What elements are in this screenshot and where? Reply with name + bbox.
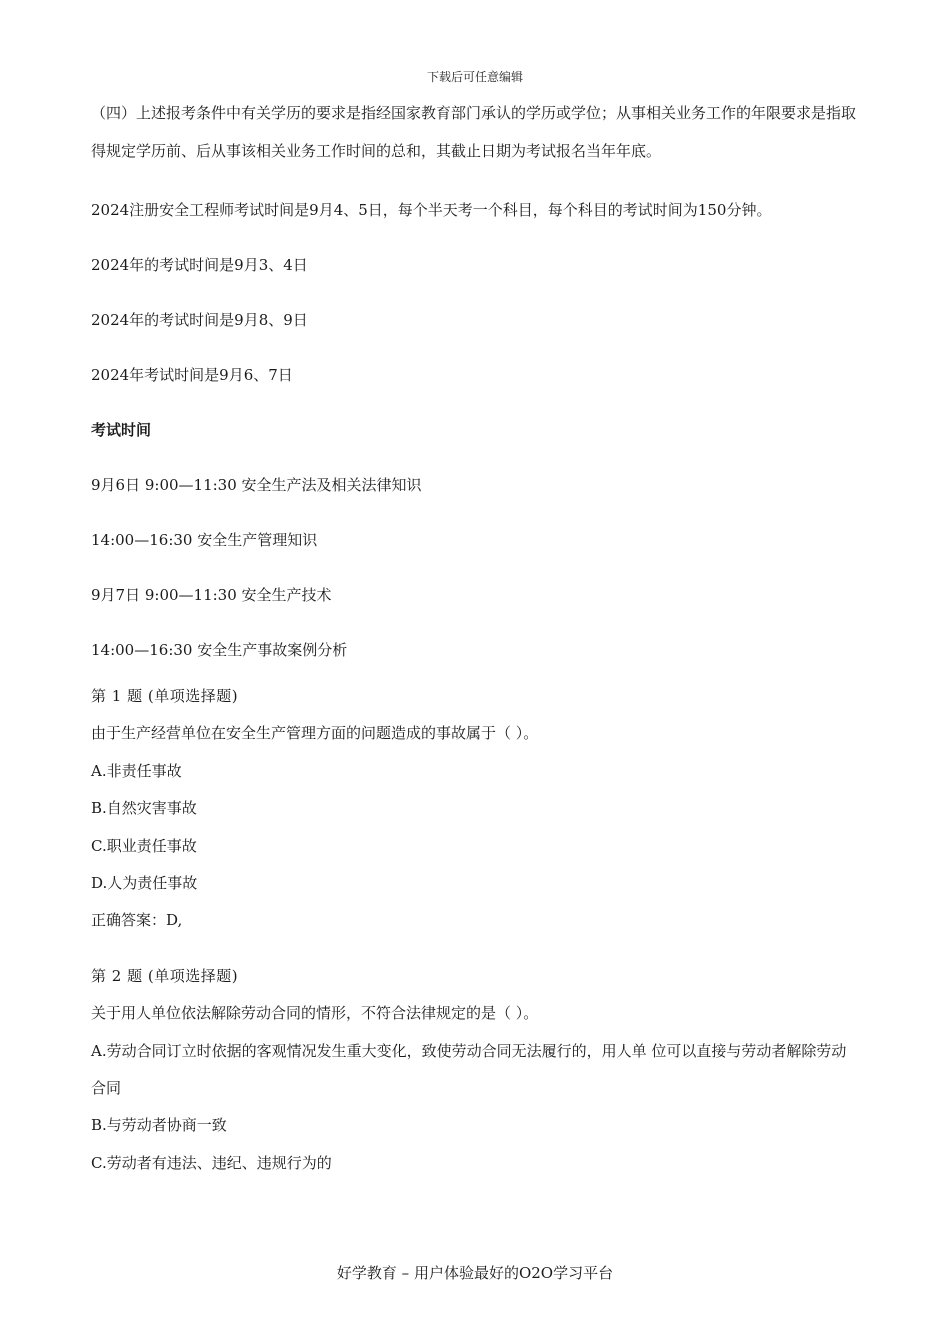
question-stem: 由于生产经营单位在安全生产管理方面的问题造成的事故属于（ ）。 — [91, 724, 539, 743]
paragraph-exam-date-alt-2: 2024年的考试时间是9月8、9日 — [91, 311, 308, 329]
page-footer: 好学教育 – 用户体验最好的O2O学习平台 — [336, 1264, 614, 1282]
paragraph-exam-date-alt-1: 2024年的考试时间是9月3、4日 — [91, 256, 308, 274]
paragraph-education-requirement: （四）上述报考条件中有关学历的要求是指经国家教育部门承认的学历或学位；从事相关业务工作的年限要求是指取得规定学历前、后从事该相关业务工作时间的总和，其截止日期为考试报名当年年底。 — [91, 104, 857, 160]
schedule-item: 9月7日 9:00—11:30 安全生产技术 — [91, 586, 332, 604]
schedule-heading: 考试时间 — [91, 421, 152, 439]
question-1 — [91, 678, 861, 940]
schedule-item: 9月6日 9:00—11:30 安全生产法及相关法律知识 — [91, 476, 422, 494]
page-header: 下载后可任意编辑 — [426, 70, 523, 84]
question-option: B.与劳动者协商一致 — [91, 1116, 227, 1135]
question-title: 第 1 题 (单项选择题) — [91, 687, 239, 705]
question-title: 第 2 题 (单项选择题) — [91, 966, 239, 985]
question-2 — [91, 958, 861, 1182]
question-option: D.人为责任事故 — [91, 874, 198, 893]
schedule-item: 14:00—16:30 安全生产事故案例分析 — [91, 641, 348, 659]
paragraph-exam-date-alt-3: 2024年考试时间是9月6、7日 — [91, 366, 293, 384]
document-body — [91, 98, 861, 1200]
question-option: C.职业责任事故 — [91, 836, 197, 855]
question-option: A.非责任事故 — [91, 761, 182, 780]
paragraph-exam-date-2024: 2024注册安全工程师考试时间是9月4、5日，每个半天考一个科目，每个科目的考试时间为150分钟。 — [91, 201, 772, 219]
question-option: C.劳动者有违法、违纪、违规行为的 — [91, 1153, 332, 1172]
question-option: B.自然灾害事故 — [91, 799, 197, 818]
schedule-item: 14:00—16:30 安全生产管理知识 — [91, 531, 318, 549]
question-option: A.劳动合同订立时依据的客观情况发生重大变化，致使劳动合同无法履行的，用人单 位可以直接与劳动者解除劳动合同 — [91, 1041, 847, 1098]
question-stem: 关于用人单位依法解除劳动合同的情形，不符合法律规定的是（ ）。 — [91, 1004, 539, 1023]
question-answer: 正确答案：D, — [91, 911, 183, 930]
